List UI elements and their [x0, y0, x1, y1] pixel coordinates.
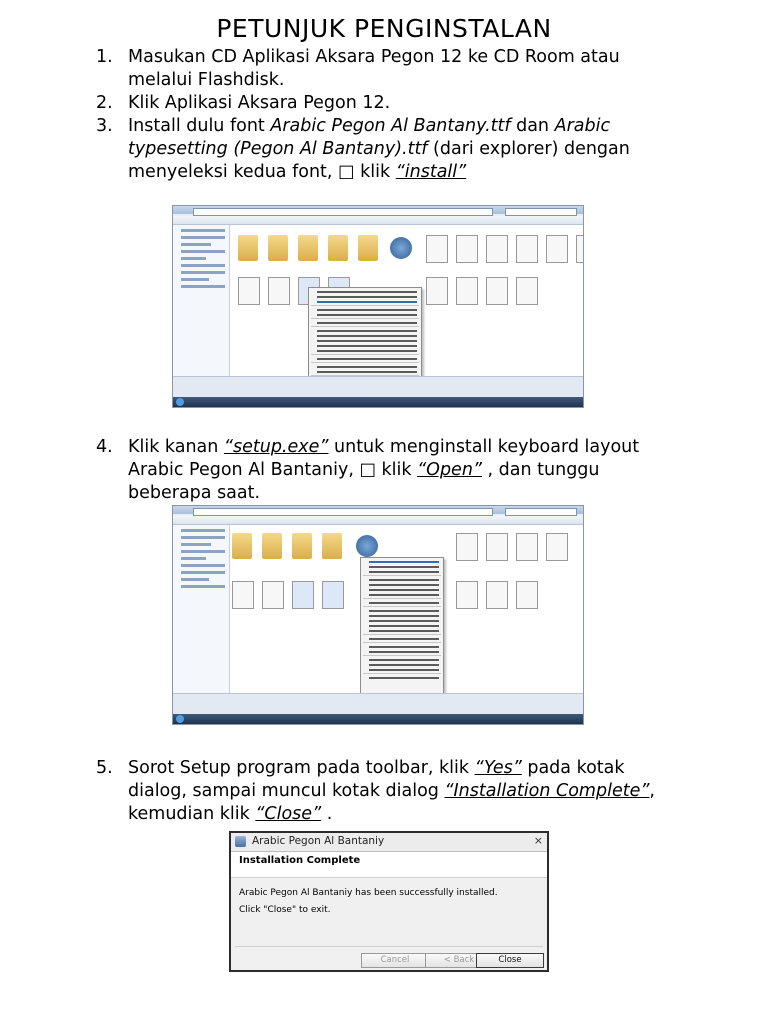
step-2	[96, 92, 696, 115]
step-text: Masukan CD Aplikasi Aksara Pegon 12 ke CD Room atau	[128, 47, 620, 67]
setup-icon	[390, 237, 412, 259]
step-text: Klik kanan	[128, 437, 224, 457]
explorer-screenshot-fonts	[172, 205, 584, 408]
cancel-button[interactable]: Cancel	[361, 953, 429, 968]
step-number: 3.	[96, 116, 113, 136]
step-4	[96, 436, 696, 505]
file-icon	[262, 581, 284, 609]
quoted-action: “install”	[395, 162, 467, 182]
step-text: ,	[649, 781, 655, 801]
page-title: PETUNJUK PENGINSTALAN	[216, 14, 552, 43]
file-icon	[546, 235, 568, 263]
file-icon	[238, 277, 260, 305]
installation-complete-dialog	[229, 831, 549, 972]
close-button[interactable]: Close	[476, 953, 544, 968]
dialog-message: Arabic Pegon Al Bantaniy has been successfully installed.	[239, 888, 498, 898]
step-text: untuk menginstall keyboard layout	[328, 437, 640, 457]
file-icon	[516, 277, 538, 305]
step-5	[96, 757, 696, 826]
step-number: 1.	[96, 47, 113, 67]
folder-icon	[292, 533, 312, 559]
step-text: Klik Aplikasi Aksara Pegon 12.	[128, 93, 391, 113]
folder-icon	[268, 235, 288, 261]
step-text: menyeleksi kedua font, □ klik	[128, 162, 396, 182]
file-icon	[456, 533, 478, 561]
step-text: Install dulu font	[128, 116, 271, 136]
file-icon	[268, 277, 290, 305]
folder-icon	[322, 533, 342, 559]
step-text: kemudian klik	[128, 804, 256, 824]
file-icon	[486, 581, 508, 609]
step-text: melalui Flashdisk.	[128, 70, 285, 90]
step-text: (dari explorer) dengan	[427, 139, 630, 159]
explorer-screenshot-setup	[172, 505, 584, 725]
font-file-icon	[322, 581, 344, 609]
quoted-action: “setup.exe”	[223, 437, 329, 457]
step-number: 4.	[96, 437, 113, 457]
step-number: 5.	[96, 758, 113, 778]
folder-icon	[238, 235, 258, 261]
setup-icon	[356, 535, 378, 557]
app-icon	[235, 836, 246, 847]
step-text: dan	[510, 116, 555, 136]
file-icon	[516, 235, 538, 263]
step-text: Arabic Pegon Al Bantaniy, □ klik	[128, 460, 418, 480]
step-text: pada kotak	[521, 758, 625, 778]
file-icon	[456, 235, 478, 263]
folder-icon	[298, 235, 318, 261]
step-text: , dan tunggu	[481, 460, 600, 480]
back-button[interactable]: < Back	[425, 953, 493, 968]
close-icon[interactable]: ×	[533, 834, 543, 847]
quoted-action: “Yes”	[474, 758, 522, 778]
file-icon	[486, 277, 508, 305]
file-icon	[486, 235, 508, 263]
step-text: dialog, sampai muncul kotak dialog	[128, 781, 445, 801]
folder-icon	[262, 533, 282, 559]
context-menu	[360, 557, 444, 697]
font-name: Arabic	[554, 116, 611, 136]
file-icon	[516, 533, 538, 561]
folder-icon	[328, 235, 348, 261]
dialog-title: Arabic Pegon Al Bantaniy	[252, 835, 385, 847]
quoted-action: “Installation Complete”	[444, 781, 650, 801]
file-icon	[456, 581, 478, 609]
file-icon	[232, 581, 254, 609]
folder-icon	[232, 533, 252, 559]
app-icon	[576, 235, 584, 263]
dialog-heading: Installation Complete	[239, 855, 361, 866]
font-file-icon	[292, 581, 314, 609]
folder-icon	[358, 235, 378, 261]
font-name: typesetting (Pegon Al Bantany).ttf	[128, 139, 428, 159]
font-name: Arabic Pegon Al Bantany.ttf	[270, 116, 511, 136]
step-text: beberapa saat.	[128, 483, 261, 503]
dialog-titlebar	[231, 833, 547, 852]
quoted-action: “Open”	[417, 460, 482, 480]
file-icon	[486, 533, 508, 561]
step-text: .	[321, 804, 333, 824]
file-icon	[546, 533, 568, 561]
file-icon	[516, 581, 538, 609]
quoted-action: “Close”	[255, 804, 322, 824]
dialog-hint: Click "Close" to exit.	[239, 905, 331, 915]
file-icon	[426, 277, 448, 305]
step-1	[96, 46, 696, 92]
step-text: Sorot Setup program pada toolbar, klik	[128, 758, 475, 778]
file-icon	[456, 277, 478, 305]
step-3	[96, 115, 696, 184]
file-icon	[426, 235, 448, 263]
step-number: 2.	[96, 93, 113, 113]
